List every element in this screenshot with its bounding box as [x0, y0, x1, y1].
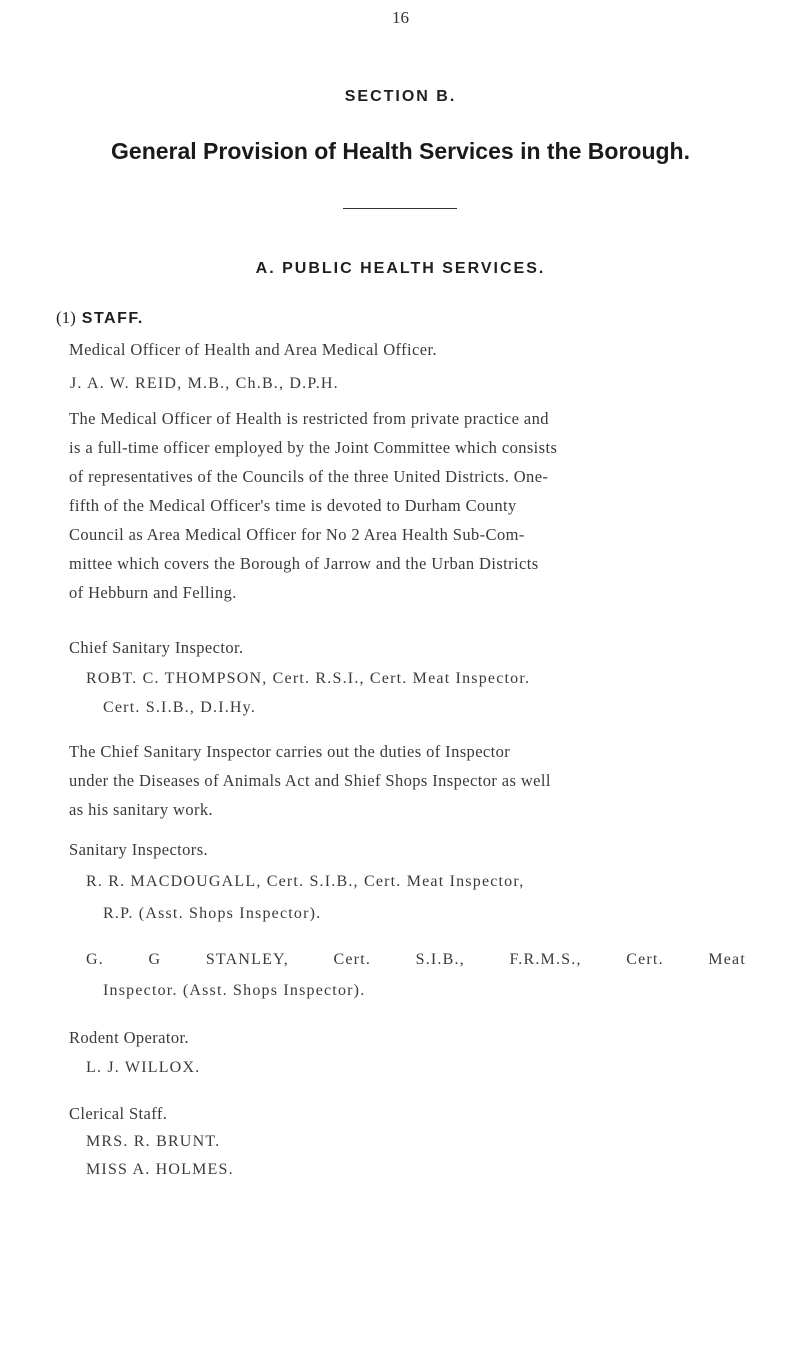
paragraph-line: under the Diseases of Animals Act and Shief Shops Inspector as well [69, 771, 551, 790]
clerical-staff-name-2: MISS A. HOLMES. [86, 1161, 234, 1178]
paragraph-line: of Hebburn and Felling. [69, 583, 237, 602]
chief-sanitary-inspector-paragraph [69, 737, 747, 824]
paragraph-line: The Chief Sanitary Inspector carries out the duties of Inspector [69, 742, 511, 761]
page-number: 16 [392, 8, 409, 27]
sanitary-inspector-2-line-1: G. G STANLEY, Cert. S.I.B., F.R.M.S., Cert. Meat [86, 951, 746, 968]
page-title: General Provision of Health Services in the Borough. [111, 138, 690, 164]
chief-sanitary-inspector-name: ROBT. C. THOMPSON, Cert. R.S.I., Cert. Meat Inspector. [86, 670, 531, 687]
section-label: SECTION B. [344, 88, 457, 105]
rodent-operator-name: L. J. WILLOX. [86, 1059, 201, 1076]
sanitary-inspector-1-line-1: R. R. MACDOUGALL, Cert. S.I.B., Cert. Meat Inspector, [86, 873, 525, 890]
divider [343, 208, 457, 209]
paragraph-line: of representatives of the Councils of the three United Districts. One- [69, 467, 549, 486]
paragraph-line: The Medical Officer of Health is restricted from private practice and [69, 409, 549, 428]
medical-officer-paragraph [69, 404, 747, 607]
clerical-staff-name-1: MRS. R. BRUNT. [86, 1133, 221, 1150]
paragraph-line: is a full-time officer employed by the Joint Committee which consists [69, 438, 558, 457]
sanitary-inspector-2-line-2: Inspector. (Asst. Shops Inspector). [103, 982, 366, 999]
paragraph-line: fifth of the Medical Officer's time is devoted to Durham County [69, 496, 517, 515]
paragraph-line: as his sanitary work. [69, 800, 214, 819]
staff-heading [56, 308, 144, 328]
sanitary-inspectors-role: Sanitary Inspectors. [69, 840, 209, 859]
clerical-staff-role: Clerical Staff. [69, 1104, 168, 1123]
staff-number: (1) [56, 308, 76, 327]
rodent-operator-role: Rodent Operator. [69, 1028, 190, 1047]
staff-heading-label: STAFF. [81, 310, 144, 327]
chief-sanitary-inspector-qualifications: Cert. S.I.B., D.I.Hy. [103, 699, 257, 716]
medical-officer-role: Medical Officer of Health and Area Medical Officer. [69, 340, 437, 359]
medical-officer-name: J. A. W. REID, M.B., Ch.B., D.P.H. [70, 375, 339, 392]
paragraph-line: mittee which covers the Borough of Jarrow and the Urban Districts [69, 554, 539, 573]
subheading: A. PUBLIC HEALTH SERVICES. [255, 260, 546, 277]
chief-sanitary-inspector-role: Chief Sanitary Inspector. [69, 638, 244, 657]
paragraph-line: Council as Area Medical Officer for No 2 Area Health Sub-Com- [69, 525, 525, 544]
sanitary-inspector-1-line-2: R.P. (Asst. Shops Inspector). [103, 905, 322, 922]
